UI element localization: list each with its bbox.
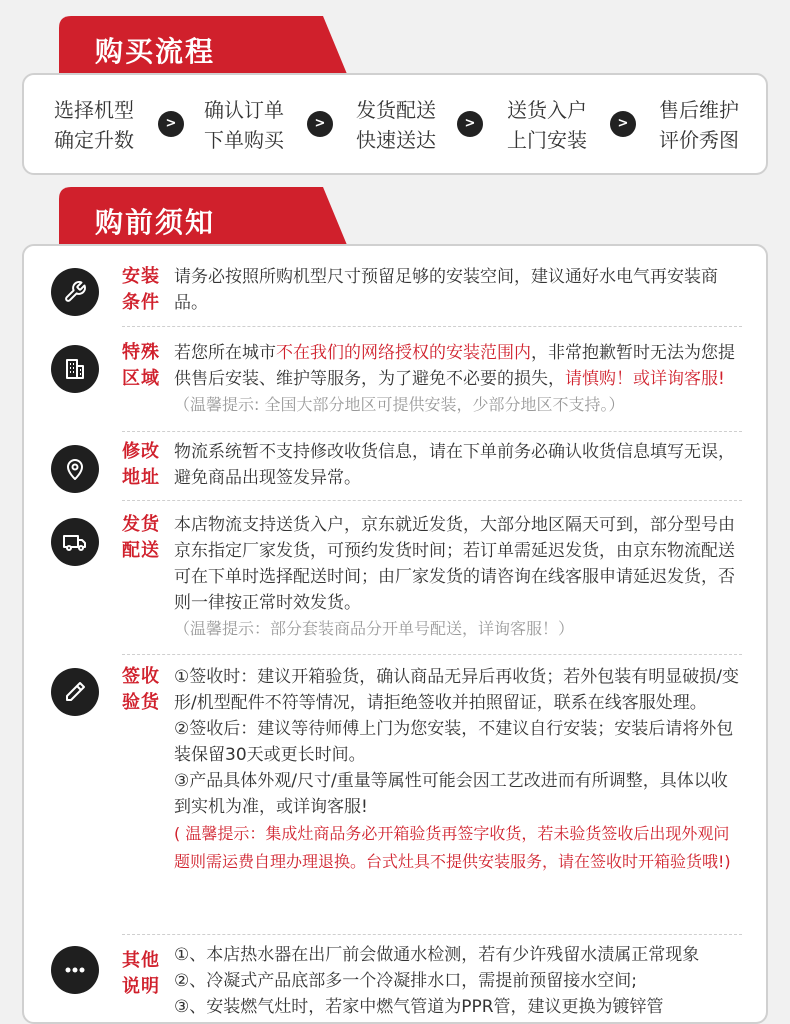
process-step-3: 发货配送 快速送达 bbox=[356, 98, 436, 152]
process-step-2: 确认订单 下单购买 bbox=[204, 98, 284, 152]
divider bbox=[122, 500, 742, 501]
divider bbox=[122, 654, 742, 655]
pen-icon bbox=[51, 668, 99, 716]
notice-label: 发货 配送 bbox=[122, 514, 160, 561]
chevron-right-icon: > bbox=[158, 111, 184, 137]
notice-header bbox=[59, 187, 347, 245]
divider bbox=[122, 326, 742, 327]
purchase-process-title: 购买流程 bbox=[95, 35, 216, 68]
notice-label: 修改 地址 bbox=[122, 441, 160, 488]
chevron-right-icon: > bbox=[610, 111, 636, 137]
notice-label: 安装 条件 bbox=[122, 266, 160, 313]
notice-label: 特殊 区域 bbox=[122, 342, 160, 389]
purchase-process-panel bbox=[22, 73, 768, 175]
notice-text: 若您所在城市不在我们的网络授权的安装范围内，非常抱歉暂时无法为您提供售后安装、维护等服务，为了避免不必要的损失，请慎购！或详询客服!（温馨提示: 全国大部分地区可提供安装，少部分地区不支持。） bbox=[174, 343, 735, 414]
notice-label: 签收 验货 bbox=[122, 666, 160, 713]
notice-title: 购前须知 bbox=[95, 206, 216, 239]
more-dots-icon bbox=[51, 946, 99, 994]
notice-text: ①、本店热水器在出厂前会做通水检测，若有少许残留水渍属正常现象 ②、冷凝式产品底部多一个冷凝排水口，需提前预留接水空间; ③、安装燃气灶时，若家中燃气管道为PPR管，建议更换为镀锌管 bbox=[174, 945, 700, 1017]
notice-panel bbox=[22, 244, 768, 1024]
notice-text: 物流系统暂不支持修改收货信息，请在下单前务必确认收货信息填写无误，避免商品出现签发异常。 bbox=[174, 442, 735, 488]
divider bbox=[122, 934, 742, 935]
chevron-right-icon: > bbox=[307, 111, 333, 137]
notice-text: 本店物流支持送货入户，京东就近发货，大部分地区隔天可到，部分型号由京东指定厂家发货，可预约发货时间；若订单需延迟发货，由京东物流配送可在下单时选择配送时间；由厂家发货的请咨询在线客服申请延迟发货，否则一律按正常时效发货。 （温馨提示：部分套装商品分开单号配送，详询客服！） bbox=[174, 515, 735, 638]
delivery-truck-icon bbox=[51, 518, 99, 566]
chevron-right-icon: > bbox=[457, 111, 483, 137]
purchase-process-header bbox=[59, 16, 347, 74]
process-step-4: 送货入户 上门安装 bbox=[507, 98, 587, 152]
notice-label: 其他 说明 bbox=[122, 950, 160, 997]
location-pin-icon bbox=[51, 445, 99, 493]
notice-text: ①签收时：建议开箱验货，确认商品无异后再收货；若外包装有明显破损/变形/机型配件不符等情况，请拒绝签收并拍照留证，联系在线客服处理。 ②签收后：建议等待师傅上门为您安装，不建议自行安装；安装后请将外包装保留30天或更长时间。 ③产品具体外观/尺寸/重量等属性可能会因工艺改进而有所调整，具体以收到实机为准，或详询客服! ( 温馨提示：集成灶商品务必开箱验货再签字收货，若未验货签收后出现外观问题则需运费自理办理退换。台式灶具不提供安装服务，请在签收时开箱验货哦!) bbox=[174, 667, 739, 871]
process-step-5: 售后维护 评价秀图 bbox=[659, 98, 739, 152]
notice-text: 请务必按照所购机型尺寸预留足够的安装空间，建议通好水电气再安装商品。 bbox=[174, 267, 718, 313]
process-step-1: 选择机型 确定升数 bbox=[54, 98, 134, 152]
building-icon bbox=[51, 345, 99, 393]
wrench-icon bbox=[51, 268, 99, 316]
divider bbox=[122, 431, 742, 432]
